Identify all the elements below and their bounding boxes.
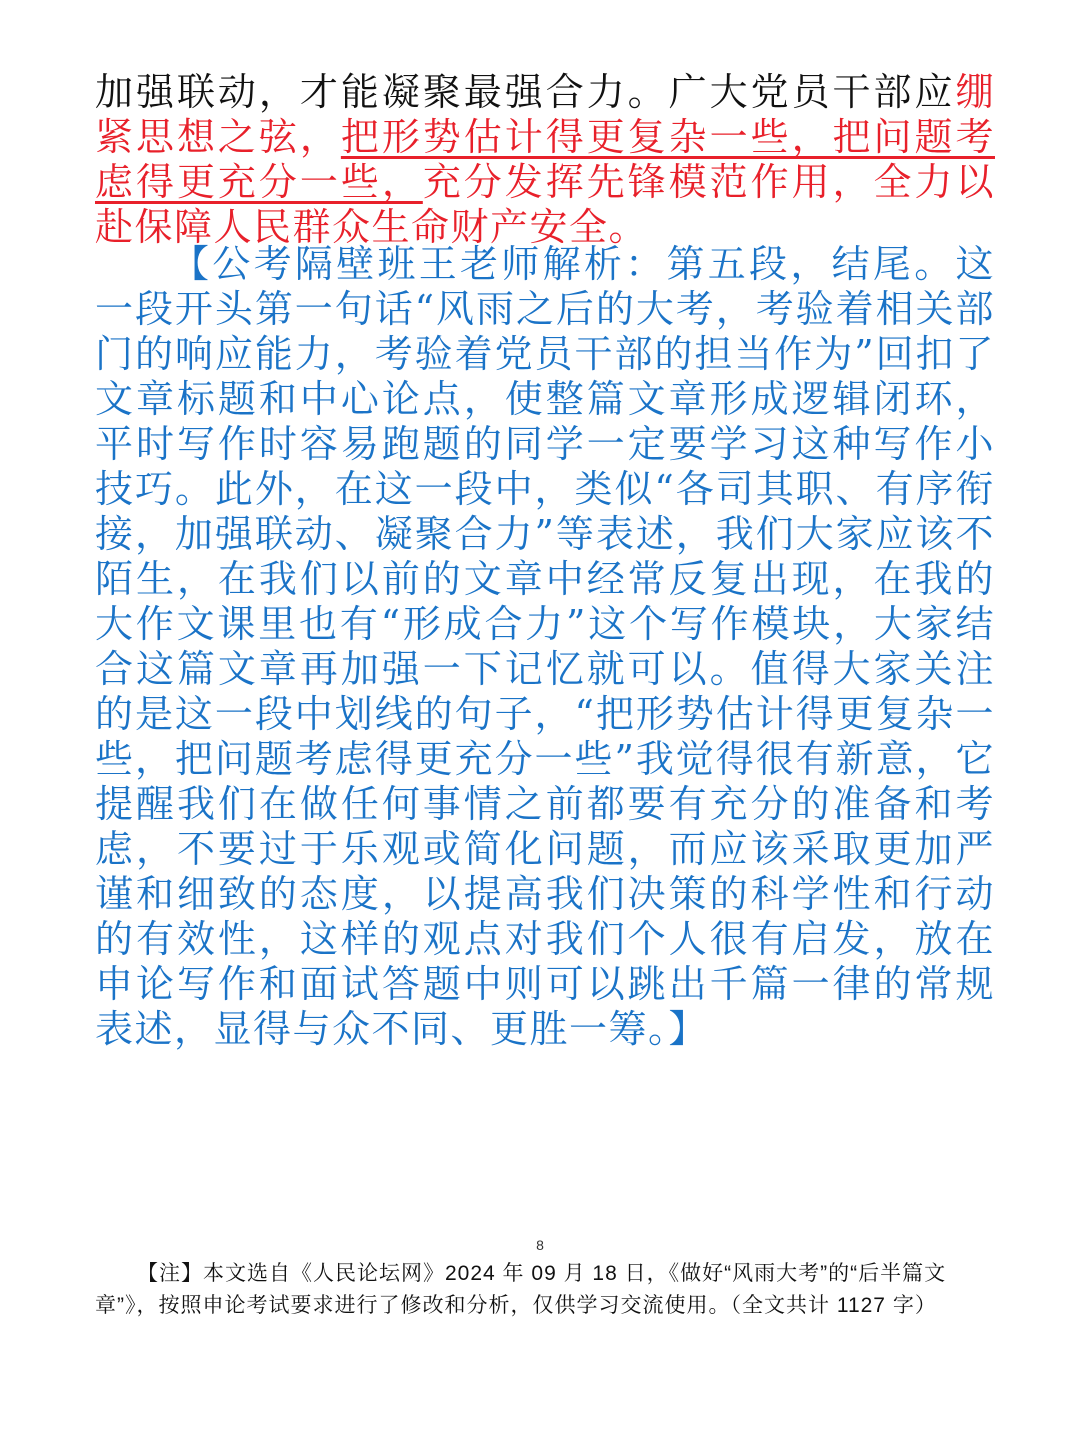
main-paragraph-red-text-continued: 充分发挥先锋模范作用，全力以赴保障人民群众生命财产安全。 bbox=[95, 160, 995, 249]
teacher-analysis: 【公考隔壁班王老师解析：第五段，结尾。这一段开头第一句话“风雨之后的大考，考验着相关部门的响应能力，考验着党员干部的担当作为”回扣了文章标题和中心论点，使整篇文章形成逻辑闭环，平时写作时容易跑题的同学一定要学习这种写作小技巧。此外，在这一段中，类似“各司其职、有序衔接，加强联动、凝聚合力”等表述，我们大家应该不陌生，在我们以前的文章中经常反复出现，在我的大作文课里也有“形成合力”这个写作模块，大家结合这篇文章再加强一下记忆就可以。值得大家关注的是这一段中划线的句子，“把形势估计得更复杂一些，把问题考虑得更充分一些”我觉得很有新意，它提醒我们在做任何事情之前都要有充分的准备和考虑，不要过于乐观或简化问题，而应该采取更加严谨和细致的态度，以提高我们决策的科学性和行动的有效性，这样的观点对我们个人很有启发，放在申论写作和面试答题中则可以跳出千篇一律的常规表述，显得与众不同、更胜一筹。】 bbox=[95, 242, 995, 1051]
main-paragraph-plain-text: 加强联动，才能凝聚最强合力。广大党员干部应 bbox=[95, 70, 956, 114]
main-paragraph bbox=[95, 70, 995, 250]
main-paragraph-red-text: 绷紧思想之弦， bbox=[95, 70, 995, 159]
page-number: 8 bbox=[536, 1237, 544, 1253]
source-note: 【注】本文选自《人民论坛网》2024 年 09 月 18 日，《做好“风雨大考”的“后半篇文章”》，按照申论考试要求进行了修改和分析，仅供学习交流使用。（全文共计 1127 字） bbox=[95, 1262, 947, 1317]
main-paragraph-underlined-sentence: 把形势估计得更复杂一些，把问题考虑得更充分一些， bbox=[95, 115, 995, 204]
